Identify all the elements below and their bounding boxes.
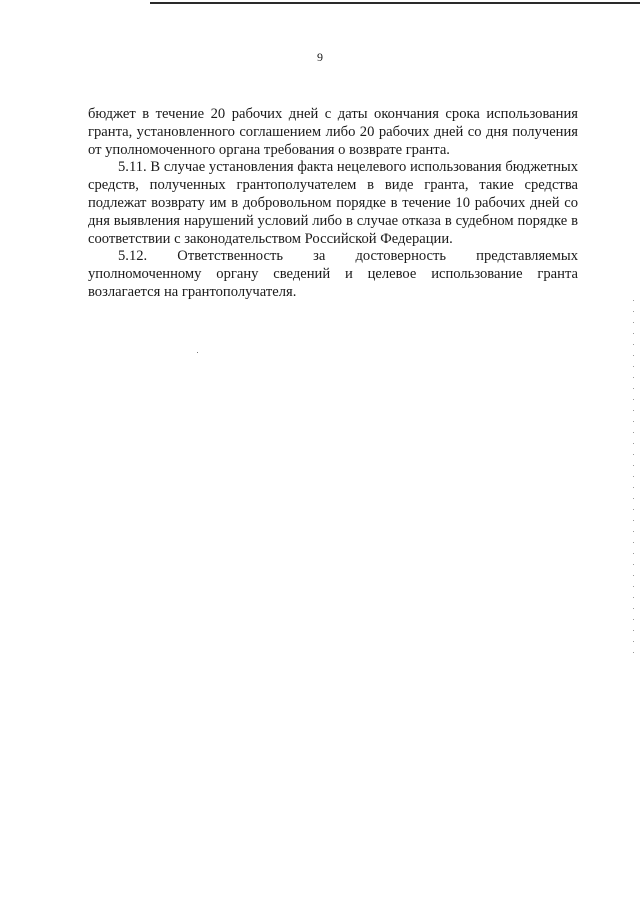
document-body xyxy=(88,106,578,302)
page-number: 9 xyxy=(317,50,323,64)
scan-artifact-dots xyxy=(633,300,634,660)
paragraph-5-11: 5.11. В случае установления факта нецелевого использования бюджетных средств, полученных грантополучателем в виде гранта, такие средства подлежат возврату им в добровольном порядке в течение 10 рабочих дней со дня выявления нарушений условий либо в случае отказа в судебном порядке в соответствии с законодательством Российской Федерации. xyxy=(88,159,578,247)
scan-border-line xyxy=(150,2,640,4)
scan-artifact-speck xyxy=(197,352,198,353)
paragraph-continuation: бюджет в течение 20 рабочих дней с даты окончания срока использования гранта, установленного соглашением либо 20 рабочих дней со дня получения от уполномоченного органа требования о возврате гранта. xyxy=(88,106,578,158)
paragraph-5-12: 5.12. Ответственность за достоверность представляемых уполномоченному органу сведений и целевое использование гранта возлагается на грантополучателя. xyxy=(88,248,578,300)
